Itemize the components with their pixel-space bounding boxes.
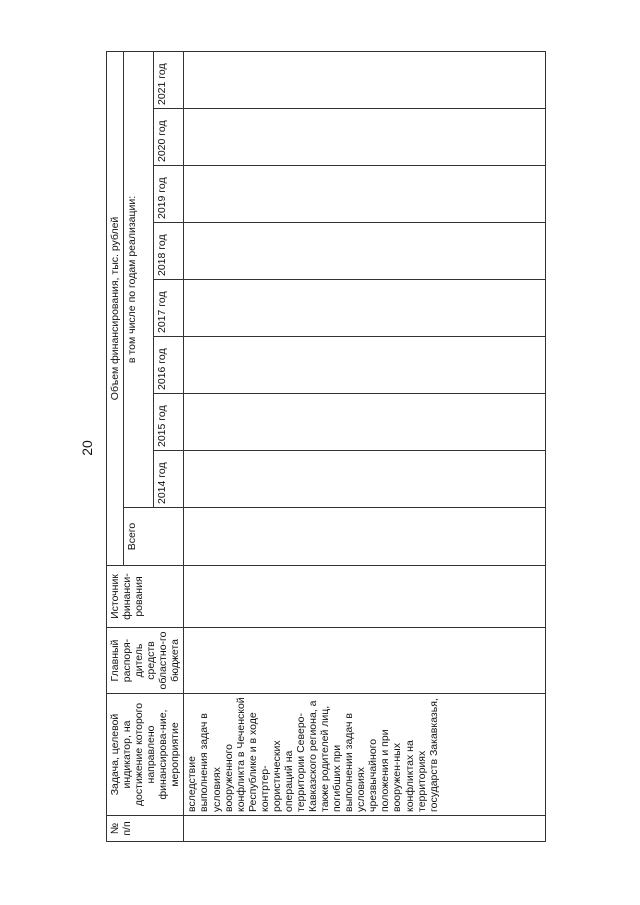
header-year: 2019 год xyxy=(154,166,184,223)
page-number: 20 xyxy=(79,440,95,456)
row-year-cell xyxy=(184,280,546,337)
header-year: 2015 год xyxy=(154,394,184,451)
row-manager-cell xyxy=(184,628,546,694)
row-year-cell xyxy=(184,166,546,223)
row-source-cell xyxy=(184,566,546,628)
header-num: № п/п xyxy=(107,816,184,842)
row-year-cell xyxy=(184,451,546,508)
header-year: 2014 год xyxy=(154,451,184,508)
row-year-cell xyxy=(184,337,546,394)
row-num xyxy=(184,816,546,842)
header-total: Всего xyxy=(124,508,184,566)
row-year-cell xyxy=(184,394,546,451)
header-task: Задача, целевой индикатор, на достижение которого направлено финансирова-ние, мероприятие xyxy=(107,694,184,816)
table-row xyxy=(184,51,546,841)
header-volume: Объем финансирования, тыс. рублей xyxy=(107,51,124,565)
header-year: 2018 год xyxy=(154,223,184,280)
row-year-cell xyxy=(184,109,546,166)
header-by-years: в том числе по годам реализации: xyxy=(124,51,154,507)
row-year-cell xyxy=(184,51,546,108)
header-year: 2020 год xyxy=(154,109,184,166)
rotated-table-wrapper xyxy=(106,52,546,842)
financing-table xyxy=(106,52,546,842)
header-manager: Главный распоря-дитель средств областно-го бюджета xyxy=(107,628,184,694)
header-source: Источник финанси-рования xyxy=(107,566,184,628)
header-year: 2016 год xyxy=(154,337,184,394)
row-task: вследствие выполнения задач в условиях вооруженного конфликта в Чеченской Республике и в ходе контртер-рористических операций на территории Северо-Кавказского региона, а также родителей лиц, погибших при выполнении задач в условиях чрезвычайного положения и при вооружен-ных конфликтах на территориях государств Закавказья, xyxy=(184,694,546,816)
header-year: 2017 год xyxy=(154,280,184,337)
row-year-cell xyxy=(184,223,546,280)
header-year: 2021 год xyxy=(154,51,184,108)
row-total-cell xyxy=(184,508,546,566)
